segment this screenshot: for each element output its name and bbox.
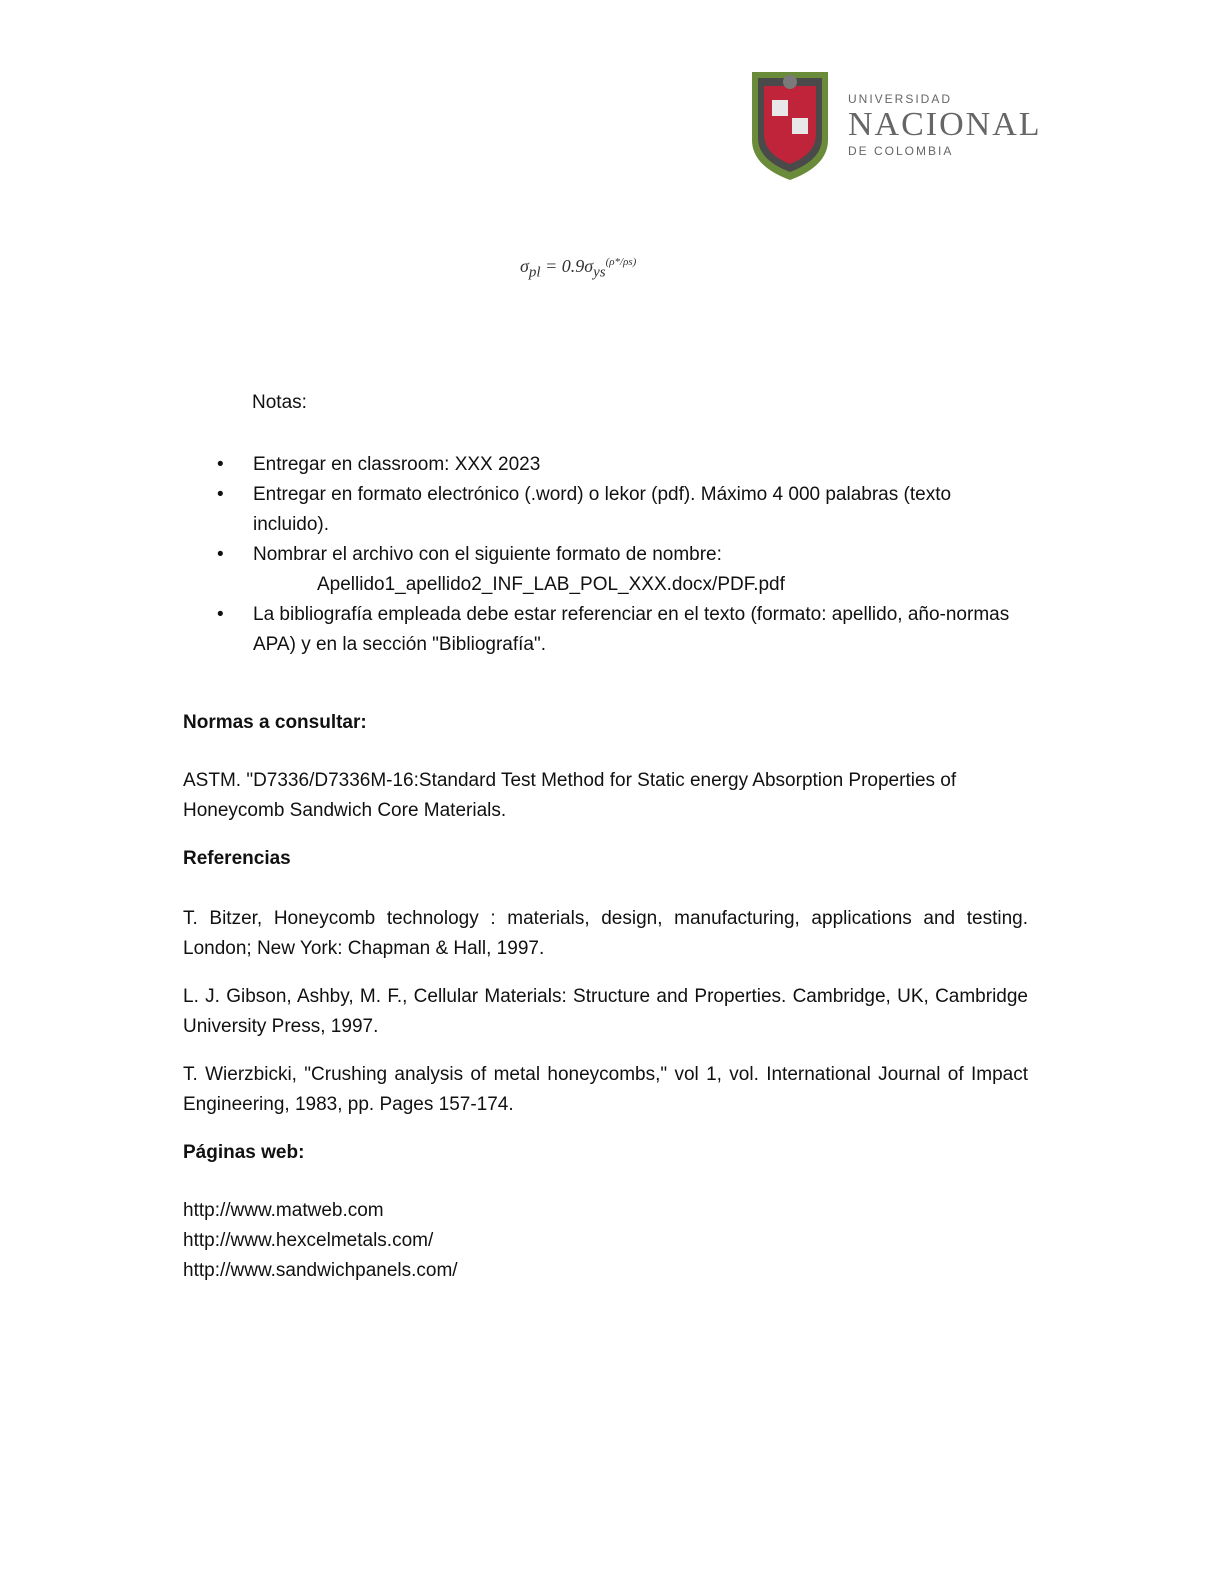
reference-item: L. J. Gibson, Ashby, M. F., Cellular Materials: Structure and Properties. Cambridge, UK, Cambridge University Press, 1997. xyxy=(183,986,1028,1037)
logo-line-2: NACIONAL xyxy=(848,106,1042,143)
note-item: • Entregar en classroom: XXX 2023 xyxy=(215,450,1030,480)
note-item xyxy=(215,540,1030,600)
web-link[interactable]: http://www.sandwichpanels.com/ xyxy=(183,1260,458,1281)
web-links-list xyxy=(183,1196,1028,1286)
web-link[interactable]: http://www.matweb.com xyxy=(183,1200,384,1221)
web-link[interactable]: http://www.hexcelmetals.com/ xyxy=(183,1230,434,1251)
reference-item: T. Bitzer, Honeycomb technology : materials, design, manufacturing, applications and testing. London; New York: Chapman & Hall, 1997. xyxy=(183,908,1028,959)
notes-list xyxy=(215,450,1030,660)
university-logo xyxy=(742,62,1042,186)
formula-lhs-sub: pl xyxy=(528,264,541,281)
formula-rhs-sub: ys xyxy=(593,264,606,281)
reference-item: T. Wierzbicki, "Crushing analysis of metal honeycombs," vol 1, vol. International Journal of Impact Engineering, 1983, pp. Pages 157-174. xyxy=(183,1064,1028,1115)
formula-rhs: = 0.9σ xyxy=(540,256,594,276)
logo-line-3: DE COLOMBIA xyxy=(848,144,954,158)
web-pages-heading: Páginas web: xyxy=(183,1142,305,1163)
plateau-stress-formula xyxy=(520,256,636,282)
logo-line-1: UNIVERSIDAD xyxy=(848,92,953,106)
filename-format: Apellido1_apellido2_INF_LAB_POL_XXX.docx/PDF.pdf xyxy=(317,574,785,595)
notes-title: Notas: xyxy=(252,392,307,413)
formula-lhs: σ xyxy=(520,256,529,276)
note-item: • Entregar en formato electrónico (.word) o lekor (pdf). Máximo 4 000 palabras (texto incluido). xyxy=(215,480,1030,540)
note-item-text: Nombrar el archivo con el siguiente formato de nombre: xyxy=(253,544,722,565)
astm-standard-text: ASTM. "D7336/D7336M-16:Standard Test Method for Static energy Absorption Properties of Honeycomb Sandwich Core Materials. xyxy=(183,770,957,821)
references-heading: Referencias xyxy=(183,848,291,869)
note-item: • La bibliografía empleada debe estar referenciar en el texto (formato: apellido, año-normas APA) y en la sección "Bibliografía". xyxy=(215,600,1030,660)
standards-heading: Normas a consultar: xyxy=(183,712,367,733)
formula-exponent: (ρ*/ρs) xyxy=(605,256,637,268)
university-seal-icon xyxy=(742,62,838,182)
university-name xyxy=(848,92,1042,158)
